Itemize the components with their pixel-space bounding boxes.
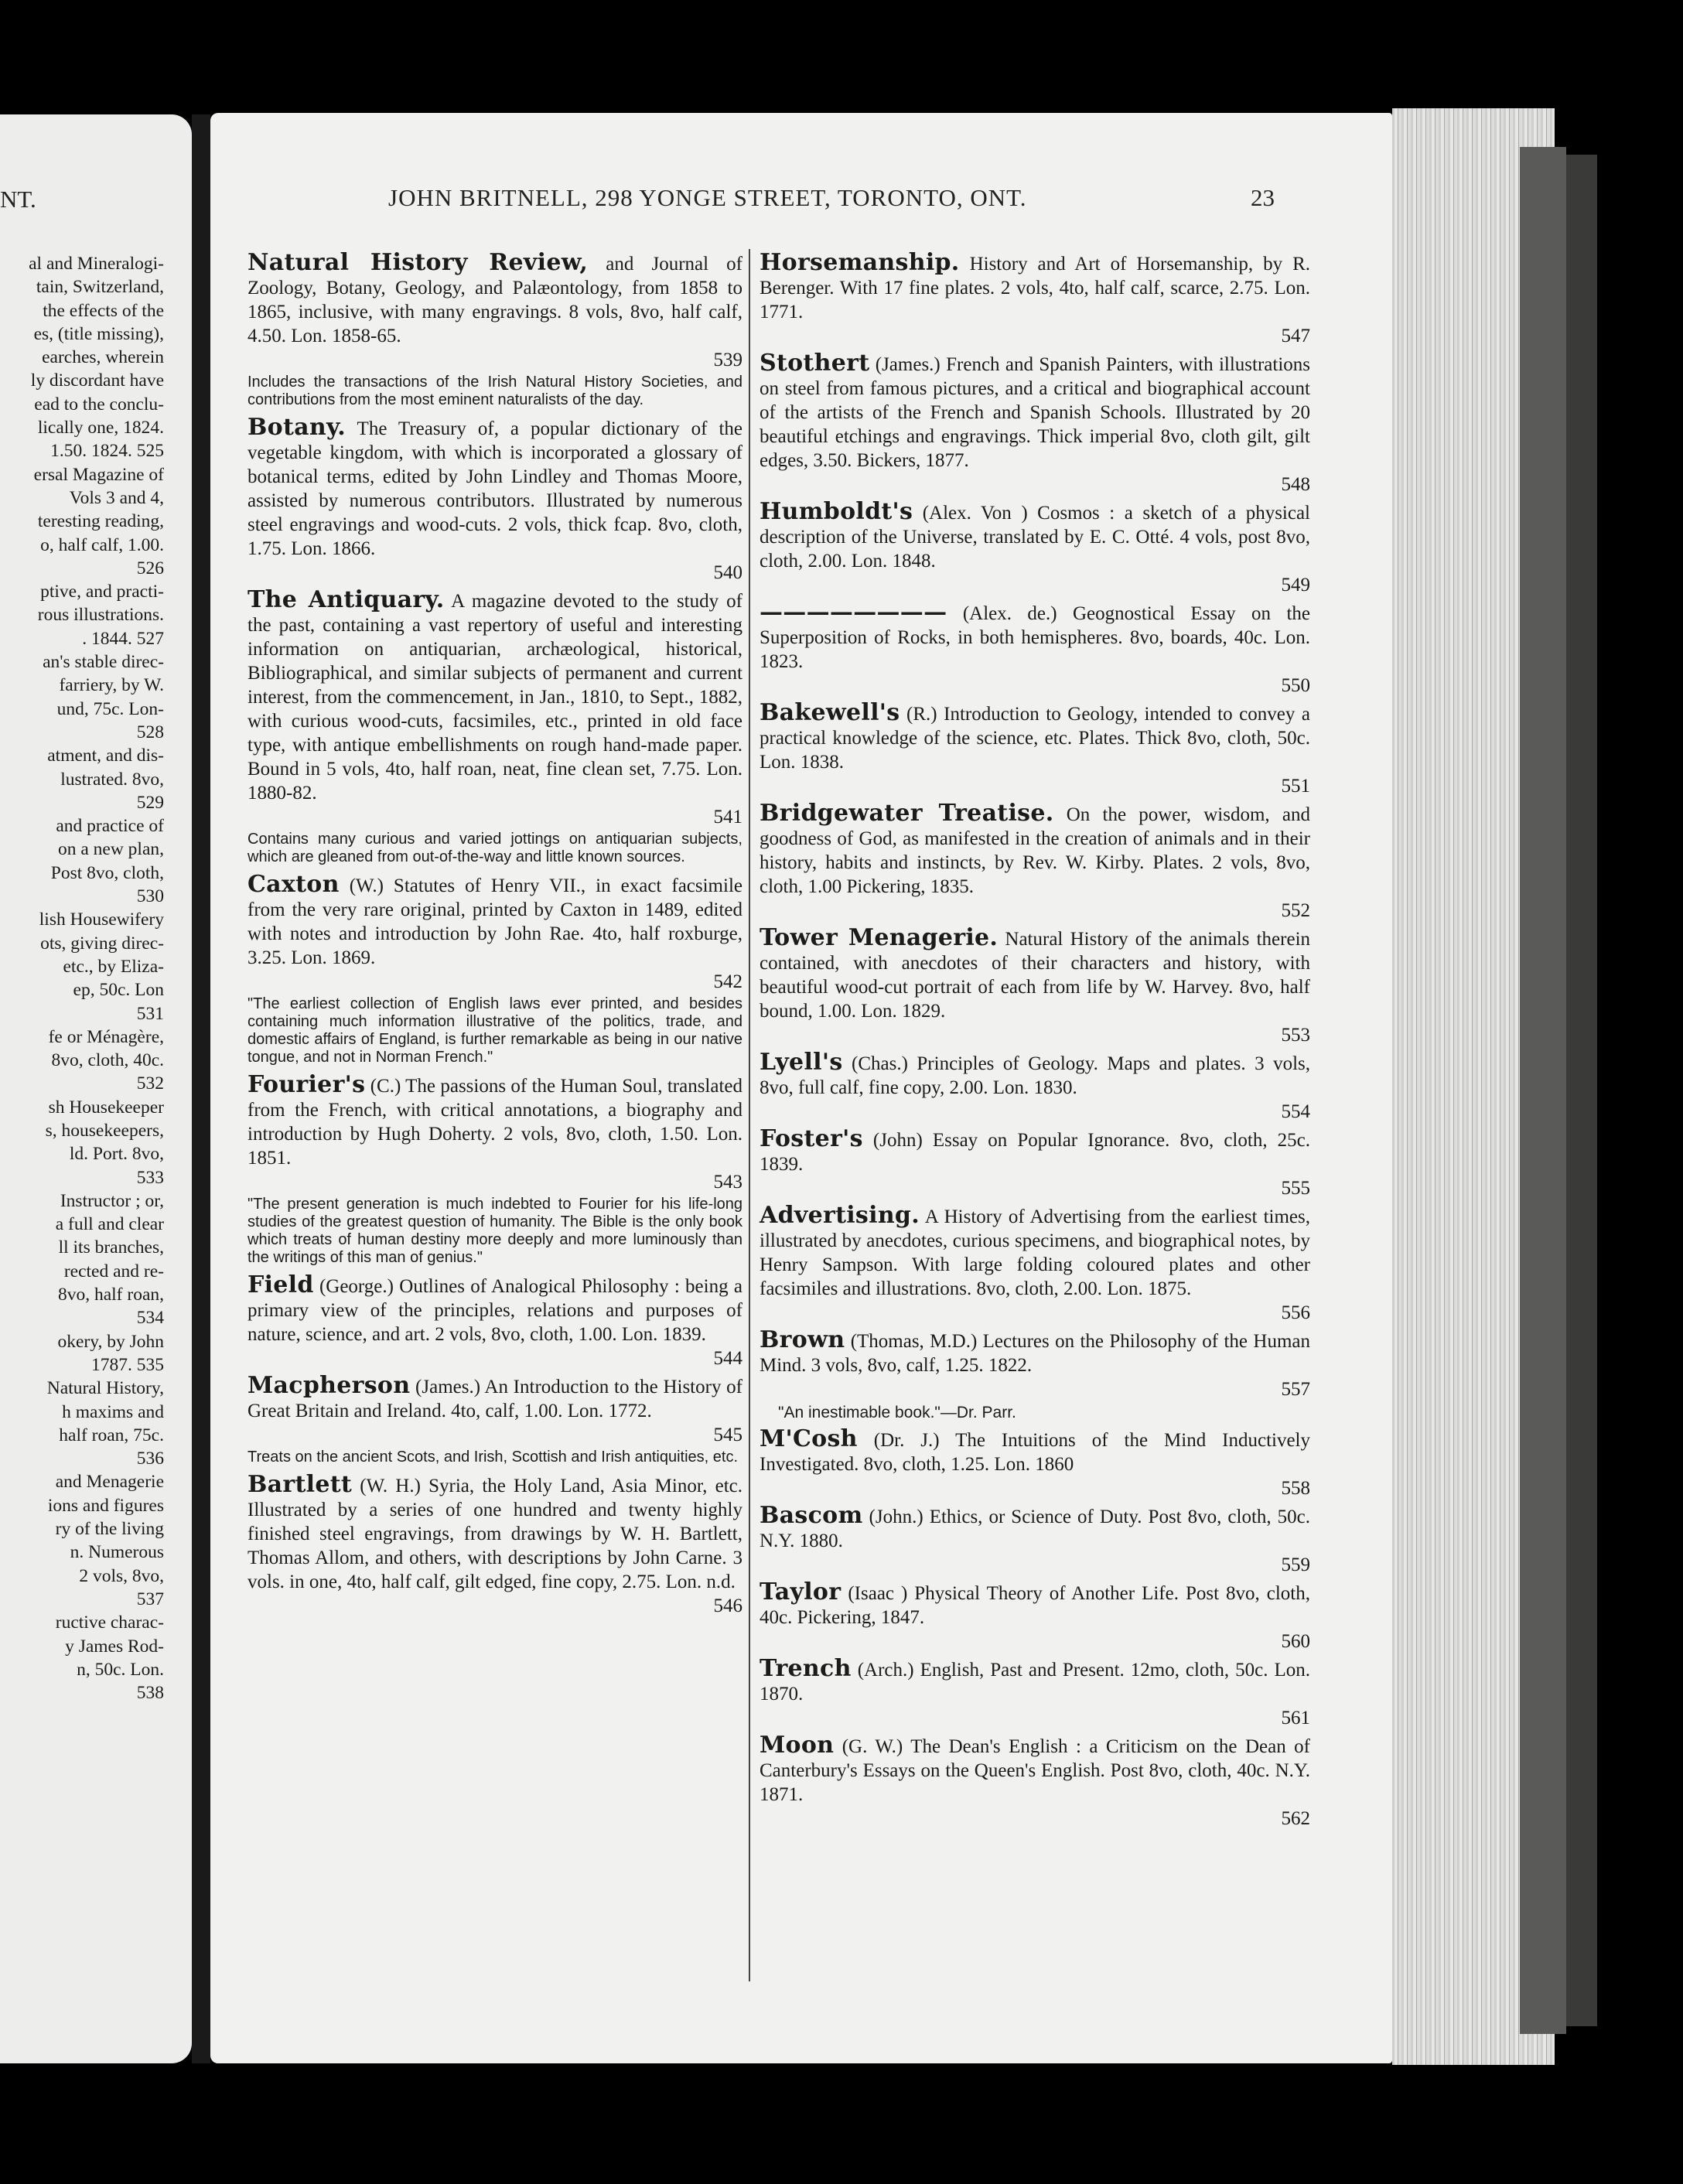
left-page-line: earches, wherein <box>42 347 164 368</box>
entry-note: "The present generation is much indebted to Fourier for his life-long studies of the greatest question of humanity. The Bible is the only book which treats of human destiny more deeply and more luminously than the writings of this man of genius." <box>248 1196 742 1266</box>
left-page-line: tain, Switzerland, <box>36 277 164 298</box>
left-page-line: . 1844. 527 <box>82 628 164 649</box>
entry-description: A History of Advertising from the earliest times, illustrated by anecdotes, curious specimens, and biographical notes, by Henry Sampson. With large folding coloured plates and other facsimiles and illustrations. 8vo, cloth, 2.00. Lon. 1875. <box>760 1206 1310 1299</box>
left-page-line: the effects of the <box>43 300 164 321</box>
entry-headword: Field <box>248 1271 314 1298</box>
left-page-line: Instructor ; or, <box>60 1190 164 1211</box>
entry-number: 560 <box>1281 1631 1310 1652</box>
left-page-line: 533 <box>136 1167 164 1188</box>
entry-number: 546 <box>713 1595 742 1616</box>
left-page-line: 1.50. 1824. 525 <box>50 441 164 462</box>
left-page-line: 534 <box>136 1308 164 1329</box>
entry-number: 548 <box>1281 474 1310 495</box>
entry-headword: Bakewell's <box>760 699 900 726</box>
entry-note: Contains many curious and varied jottings on antiquarian subjects, which are gleaned from out-of-the-way and little known sources. <box>248 831 742 865</box>
left-page-line: sh Housekeeper <box>48 1097 164 1118</box>
entry-headword: Lyell's <box>760 1049 843 1076</box>
entry-number: 545 <box>713 1425 742 1445</box>
column-right <box>760 251 1310 1834</box>
entry-headword: Tower Menagerie. <box>760 924 999 951</box>
catalog-entry <box>248 415 742 585</box>
entry-description: (Chas.) Principles of Geology. Maps and plates. 3 vols, 8vo, full calf, fine copy, 2.00. Lon. 1830. <box>760 1053 1311 1098</box>
entry-description: (Alex. Von ) Cosmos : a sketch of a physical description of the Universe, translated by E. C. Otté. 4 vols, post 8vo, cloth, 2.00. Lon. 1848. <box>760 503 1311 572</box>
left-page-line: 526 <box>136 558 164 578</box>
left-page-line: ead to the conclu- <box>34 394 164 415</box>
entry-number: 551 <box>1281 776 1310 797</box>
left-page-line: 532 <box>136 1073 164 1094</box>
entry-number: 558 <box>1281 1478 1310 1499</box>
entry-number: 562 <box>1281 1808 1310 1829</box>
left-page-line: Post 8vo, cloth, <box>50 862 164 883</box>
left-page-line: ions and figures <box>47 1495 164 1516</box>
left-page-line: ly discordant have <box>30 370 164 391</box>
entry-number: 553 <box>1281 1025 1310 1046</box>
left-page-line: 8vo, cloth, 40c. <box>51 1050 164 1071</box>
catalog-entry <box>760 926 1310 1047</box>
left-page-line: ry of the living <box>55 1519 164 1540</box>
left-page-line: lustrated. 8vo, <box>60 769 164 790</box>
entry-headword: Horsemanship. <box>760 249 960 276</box>
entry-number: 561 <box>1281 1708 1310 1728</box>
entry-number: 541 <box>713 807 742 828</box>
catalog-entry <box>760 600 1310 698</box>
left-page-line: ll its branches, <box>58 1237 164 1258</box>
entry-headword: Natural History Review, <box>248 249 589 276</box>
left-page-line: 2 vols, 8vo, <box>79 1565 164 1586</box>
catalog-entry <box>760 1050 1310 1124</box>
left-page-line: 531 <box>136 1003 164 1024</box>
catalog-entry <box>248 872 742 1066</box>
catalog-entry <box>760 1580 1310 1653</box>
left-page-line: etc., by Eliza- <box>63 956 164 977</box>
entry-number: 555 <box>1281 1178 1310 1199</box>
left-page-line: and Menagerie <box>55 1472 164 1493</box>
left-page-line: ld. Port. 8vo, <box>69 1144 164 1165</box>
entry-number: 542 <box>713 971 742 992</box>
entry-description: (W.) Statutes of Henry VII., in exact facsimile from the very rare original, printed by Caxton in 1489, edited with notes and introduction by John Rae. 4to, half roxburge, 3.25. Lon. 1869. <box>248 875 742 968</box>
catalog-entry <box>760 801 1310 923</box>
entry-number: 557 <box>1281 1379 1310 1400</box>
entry-number: 539 <box>713 350 742 370</box>
entry-headword: Bascom <box>760 1502 863 1529</box>
entry-description: History and Art of Horsemanship, by R. Berenger. With 17 fine plates. 2 vols, 4to, half calf, scarce, 2.75. Lon. 1771. <box>760 254 1310 322</box>
entry-description: The Treasury of, a popular dictionary of the vegetable kingdom, with which is incorporated a glossary of botanical terms, edited by John Lindley and Thomas Moore, assisted by numerous contributors. Illustrated by numerous steel engravings and wood-cuts. 2 vols, thick fcap. 8vo, cloth, 1.75. Lon. 1866. <box>248 418 742 559</box>
entry-description: On the power, wisdom, and goodness of God, as manifested in the creation of animals and in their history, habits and instincts, by Rev. W. Kirby. Plates. 2 vols, 8vo, cloth, 1.00 Pickering, 1835. <box>760 804 1311 897</box>
entry-quote: "An inestimable book."—Dr. Parr. <box>778 1404 1016 1421</box>
entry-headword: Caxton <box>248 871 340 898</box>
left-page-line: atment, and dis- <box>47 746 164 766</box>
entry-headword: Macpherson <box>248 1372 411 1399</box>
left-page-line: ots, giving direc- <box>40 933 164 954</box>
left-page-line: al and Mineralogi- <box>29 254 164 274</box>
catalog-entry <box>248 1472 742 1618</box>
left-page-line: 536 <box>136 1449 164 1469</box>
left-page-line: teresting reading, <box>37 511 164 532</box>
book-cover-edge <box>1520 147 1566 2034</box>
left-page-line: farriery, by W. <box>59 675 164 696</box>
entry-note: Includes the transactions of the Irish Natural History Societies, and contributions from the most eminent naturalists of the day. <box>248 374 742 408</box>
entry-number: 547 <box>1281 326 1310 346</box>
catalog-entry <box>760 251 1310 348</box>
entry-headword: Bridgewater Treatise. <box>760 800 1054 827</box>
running-header: JOHN BRITNELL, 298 YONGE STREET, TORONTO, ONT. <box>388 184 1027 211</box>
left-page-line: Natural History, <box>46 1378 164 1399</box>
left-page-line: und, 75c. Lon- <box>56 698 164 719</box>
left-page-line: es, (title missing), <box>33 323 164 344</box>
entry-note: Treats on the ancient Scots, and Irish, Scottish and Irish antiquities, etc. <box>248 1449 739 1466</box>
entry-description: (Dr. J.) The Intuitions of the Mind Inductively Investigated. 8vo, cloth, 1.25. Lon. 1860 <box>760 1430 1311 1475</box>
left-page-text <box>0 252 164 1705</box>
entry-headword: Brown <box>760 1326 845 1353</box>
entry-number: 552 <box>1281 900 1310 921</box>
left-page-line: 528 <box>136 722 164 742</box>
entry-headword: Humboldt's <box>760 498 913 525</box>
left-page-line: Vols 3 and 4, <box>69 487 164 508</box>
entry-headword: Fourier's <box>248 1071 366 1098</box>
entry-number: 554 <box>1281 1101 1310 1122</box>
left-page-line: 530 <box>136 886 164 907</box>
catalog-entry <box>760 1127 1310 1200</box>
entry-description: (R.) Introduction to Geology, intended to convey a practical knowledge of the science, etc. Plates. Thick 8vo, cloth, 50c. Lon. 1838. <box>760 704 1311 773</box>
left-page-line: 8vo, half roan, <box>57 1285 164 1305</box>
left-page-line: ptive, and practi- <box>40 582 164 602</box>
entry-number: 544 <box>713 1348 742 1369</box>
entry-number: 550 <box>1281 675 1310 696</box>
entry-description: (W. H.) Syria, the Holy Land, Asia Minor, etc. Illustrated by a series of one hundred and twenty highly finished steel engravings, from drawings by W. H. Bartlett, Thomas Allom, and others, with descriptions by John Carne. 3 vols. in one, 4to, half calf, gilt edged, fine copy, 2.75. Lon. n.d. <box>248 1476 742 1592</box>
column-left <box>248 251 742 1621</box>
catalog-entry <box>248 1273 742 1370</box>
entry-description: (John) Essay on Popular Ignorance. 8vo, cloth, 25c. 1839. <box>760 1130 1311 1175</box>
entry-headword: Stothert <box>760 350 870 377</box>
catalog-entry <box>760 1503 1310 1577</box>
catalog-entry <box>760 1427 1310 1500</box>
left-page-line: 538 <box>136 1683 164 1704</box>
left-page <box>0 114 192 2063</box>
left-page-line: 537 <box>136 1589 164 1609</box>
left-page-line: a full and clear <box>55 1214 164 1235</box>
entry-description: (Isaac ) Physical Theory of Another Life. Post 8vo, cloth, 40c. Pickering, 1847. <box>760 1583 1311 1628</box>
catalog-entry <box>248 588 742 866</box>
entry-headword: Trench <box>760 1655 852 1682</box>
page-number: 23 <box>1251 184 1275 211</box>
entry-headword: ———————— <box>760 599 947 626</box>
entry-headword: Foster's <box>760 1125 863 1152</box>
left-page-line: ep, 50c. Lon <box>73 980 164 1001</box>
entry-description: (C.) The passions of the Human Soul, translated from the French, with critical annotations, a biography and introduction by Hugh Doherty. 2 vols, 8vo, cloth, 1.50. Lon. 1851. <box>248 1076 743 1169</box>
entry-number: 556 <box>1281 1302 1310 1323</box>
left-page-line: y James Rod- <box>65 1636 164 1657</box>
left-page-line: half roan, 75c. <box>59 1425 164 1445</box>
entry-description: (Thomas, M.D.) Lectures on the Philosophy of the Human Mind. 3 vols, 8vo, calf, 1.25. 1822. <box>760 1331 1310 1376</box>
entry-headword: Advertising. <box>760 1202 920 1229</box>
entry-description: (John.) Ethics, or Science of Duty. Post 8vo, cloth, 50c. N.Y. 1880. <box>760 1507 1311 1551</box>
entry-headword: The Antiquary. <box>248 586 445 613</box>
entry-description: and Journal of Zoology, Botany, Geology, and Palæontology, from 1858 to 1865, inclusive, with many engravings. 8 vols, 8vo, half calf, 4.50. Lon. 1858-65. <box>248 254 743 346</box>
entry-number: 540 <box>713 562 742 583</box>
left-page-line: lish Housewifery <box>39 909 164 930</box>
left-page-line: lically one, 1824. <box>37 418 164 439</box>
entry-note: "The earliest collection of English laws ever printed, and besides containing much information illustrative of the politics, trade, and domestic affairs of England, is further remarkable as being in our native tongue, and not in Norman French." <box>248 995 742 1066</box>
entry-headword: Taylor <box>760 1578 842 1606</box>
left-page-line: h maxims and <box>62 1401 164 1422</box>
left-page-line: 529 <box>136 792 164 813</box>
catalog-entry <box>248 1073 742 1267</box>
entry-description: Natural History of the animals therein contained, with anecdotes of their characters and history, with beautiful wood-cut portrait of each from life by W. Harvey. 8vo, half bound, 1.00. Lon. 1829. <box>760 929 1311 1022</box>
catalog-entry <box>760 1203 1310 1325</box>
spine-gutter <box>192 114 210 2063</box>
entry-headword: Moon <box>760 1732 835 1759</box>
entry-headword: Botany. <box>248 414 346 441</box>
entry-headword: Bartlett <box>248 1471 353 1498</box>
column-divider <box>749 249 750 1981</box>
entry-description: (Alex. de.) Geognostical Essay on the Superposition of Rocks, in both hemispheres. 8vo, boards, 40c. Lon. 1823. <box>760 603 1311 672</box>
entry-description: A magazine devoted to the study of the past, containing a vast repertory of useful and interesting information on antiquarian, archæological, historical, Bibliographical, and similar subjects of permanent and current interest, from the commencement, in Jan., 1810, to Sept., 1882, with curious wood-cuts, facsimiles, etc., printed in old face type, with antique embellishments on rough hand-made paper. Bound in 5 vols, 4to, half roan, neat, fine clean set, 7.75. Lon. 1880-82. <box>248 591 743 804</box>
catalog-entry <box>760 1328 1310 1422</box>
left-page-line: rected and re- <box>63 1261 164 1281</box>
catalog-entry <box>248 251 742 409</box>
entry-headword: M'Cosh <box>760 1425 858 1452</box>
left-page-line: fe or Ménagère, <box>48 1026 164 1047</box>
catalog-entry <box>760 1657 1310 1730</box>
catalog-entry <box>760 1733 1310 1831</box>
entry-number: 559 <box>1281 1554 1310 1575</box>
left-page-line: and practice of <box>56 816 164 837</box>
catalog-entry <box>760 701 1310 798</box>
left-page-line: rous illustrations. <box>37 605 164 626</box>
catalog-entry <box>760 500 1310 597</box>
book-cover-back <box>1566 155 1597 2026</box>
entry-description: (Arch.) English, Past and Present. 12mo, cloth, 50c. Lon. 1870. <box>760 1660 1311 1705</box>
entry-number: 549 <box>1281 575 1310 595</box>
left-page-line: ructive charac- <box>55 1612 164 1633</box>
entry-description: (G. W.) The Dean's English : a Criticism on the Dean of Canterbury's Essays on the Queen's English. Post 8vo, cloth, 40c. N.Y. 1871. <box>760 1736 1310 1805</box>
left-page-line: s, housekeepers, <box>45 1120 164 1141</box>
left-page-line: n, 50c. Lon. <box>77 1659 164 1680</box>
catalog-entry <box>760 351 1310 497</box>
entry-description: (James.) French and Spanish Painters, with illustrations on steel from famous pictures, and a critical and biographical account of the artists of the French and Spanish Schools. Illustrated by 20 beautiful etchings and engravings. Thick imperial 8vo, cloth gilt, gilt edges, 3.50. Bickers, 1877. <box>760 354 1311 471</box>
main-page <box>210 113 1392 2063</box>
entry-number: 543 <box>713 1172 742 1193</box>
entry-description: (George.) Outlines of Analogical Philosophy : being a primary view of the principles, relations and purposes of nature, science, and art. 2 vols, 8vo, cloth, 1.00. Lon. 1839. <box>248 1276 742 1345</box>
left-page-line: o, half calf, 1.00. <box>40 534 164 555</box>
left-page-line: on a new plan, <box>57 839 164 860</box>
left-page-line: okery, by John <box>57 1331 164 1352</box>
left-page-line: an's stable direc- <box>43 652 164 673</box>
left-page-line: ersal Magazine of <box>33 464 164 485</box>
left-page-line: 1787. 535 <box>91 1354 164 1375</box>
catalog-entry <box>248 1374 742 1466</box>
entry-description: (James.) An Introduction to the History of Great Britain and Ireland. 4to, calf, 1.00. Lon. 1772. <box>248 1377 742 1421</box>
left-page-header: NT. <box>0 186 36 213</box>
left-page-line: n. Numerous <box>70 1542 164 1563</box>
